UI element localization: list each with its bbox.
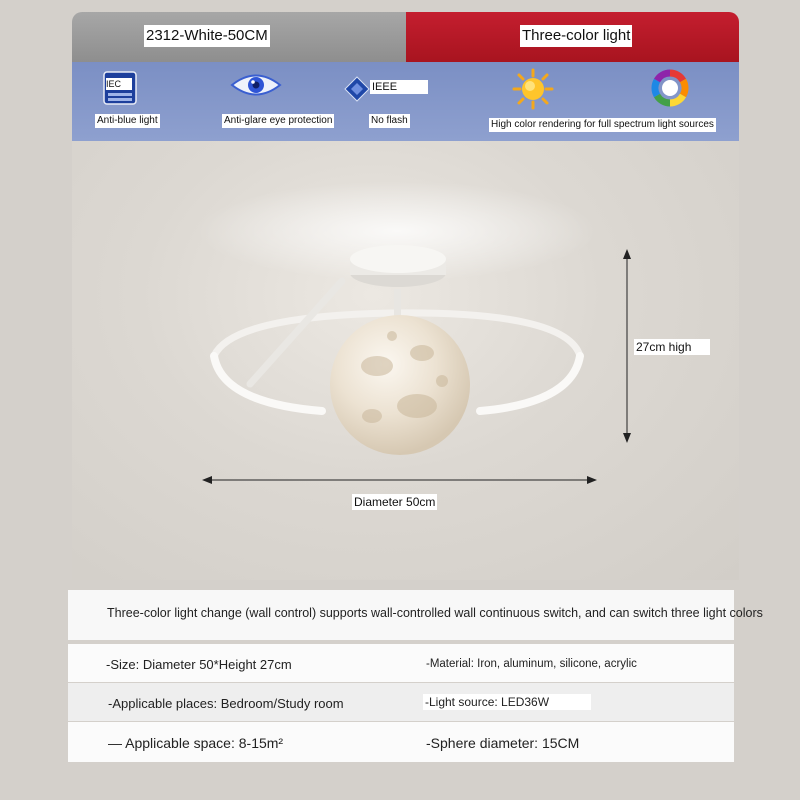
- feature-band: [72, 62, 739, 141]
- diameter-dimension-label: Diameter 50cm: [354, 495, 436, 509]
- moon-sphere: [330, 315, 470, 455]
- spec-row-3: [68, 722, 734, 762]
- spec-applicable-space: — Applicable space: 8-15m²: [108, 735, 284, 751]
- light-type-label: Three-color light: [520, 25, 632, 47]
- feature-label-anti-blue: Anti-blue light: [97, 115, 158, 126]
- feature-label-high-color-rendering: High color rendering for full spectrum light sources: [491, 119, 714, 130]
- feature-label-anti-glare: Anti-glare eye protection: [224, 115, 333, 126]
- sun-icon: [512, 68, 554, 110]
- iec-badge-icon: [103, 71, 137, 105]
- eye-icon: [230, 70, 282, 100]
- spec-material: -Material: Iron, aluminum, silicone, acrylic: [426, 658, 637, 670]
- ieee-badge-text: IEEE: [370, 80, 428, 94]
- iec-badge-text: IEC: [106, 79, 122, 89]
- spec-row-2: [68, 683, 734, 721]
- model-header: [72, 12, 406, 62]
- spec-light-source: -Light source: LED36W: [423, 694, 591, 710]
- light-type-header: [406, 12, 739, 62]
- model-label: 2312-White-50CM: [144, 25, 270, 47]
- spec-intro-row: [68, 590, 763, 640]
- spec-row-1: [68, 644, 734, 682]
- ieee-diamond-icon: [344, 76, 370, 102]
- height-dimension-label: 27cm high: [634, 339, 710, 355]
- feature-label-no-flash: No flash: [371, 115, 408, 126]
- color-wheel-icon: [651, 69, 689, 107]
- spec-sphere-diameter: -Sphere diameter: 15CM: [426, 735, 580, 751]
- ceiling-lamp-illustration: [72, 141, 739, 580]
- spec-size: -Size: Diameter 50*Height 27cm: [106, 657, 292, 672]
- product-scene: [72, 141, 739, 580]
- spec-applicable-places: -Applicable places: Bedroom/Study room: [108, 696, 344, 711]
- spec-intro: Three-color light change (wall control) supports wall-controlled wall continuous switch, and can switch three light colors: [107, 606, 763, 620]
